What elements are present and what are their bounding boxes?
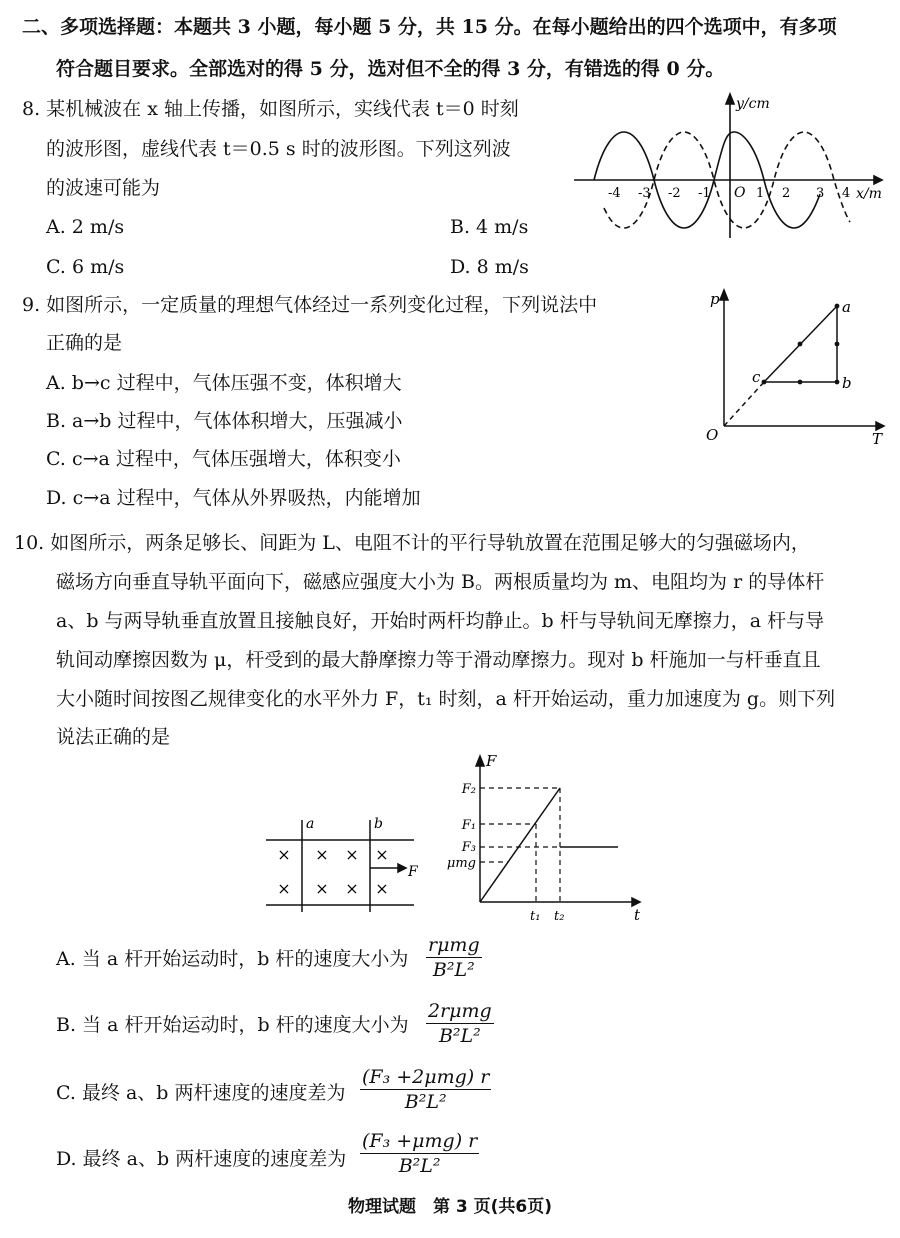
q10-option-c[interactable]: C. 最终 a、b 两杆速度的速度差为 <box>56 1082 346 1104</box>
q10-stem-line4: 轨间动摩擦因数为 μ，杆受到的最大静摩擦力等于滑动摩擦力。现对 b 杆施加一与杆垂直且 <box>56 649 821 671</box>
q10-stem-line2: 磁场方向垂直导轨平面向下，磁感应强度大小为 B。两根质量均为 m、电阻均为 r 的导体杆 <box>56 571 825 593</box>
q10-force-arrow-icon <box>398 864 406 872</box>
q9-option-d[interactable]: D. c→a 过程中，气体从外界吸热，内能增加 <box>46 487 421 509</box>
q8-tick: -3 <box>638 186 651 201</box>
q9-origin-label: O <box>706 426 719 444</box>
magnetic-field-cross-icon: × <box>345 845 359 864</box>
q10-f-rising-line <box>480 788 560 902</box>
page-footer: 物理试题 第 3 页(共6页) <box>347 1197 553 1217</box>
q10-option-a-fraction <box>426 934 482 981</box>
q10-t-axis-label: t <box>634 906 641 924</box>
q8-tick-labels <box>608 186 850 201</box>
q10-rod-b-label: b <box>374 816 383 832</box>
q9-arrow-dot <box>798 342 803 347</box>
q8-origin-label: O <box>734 185 746 201</box>
q8-tick: -1 <box>698 186 711 201</box>
q10-rod-a-label: a <box>306 816 315 832</box>
q9-a-label: a <box>842 298 851 316</box>
magnetic-field-cross-icon: × <box>277 879 291 898</box>
magnetic-field-cross-icon: × <box>345 879 359 898</box>
q9-option-b[interactable]: B. a→b 过程中，气体体积增大，压强减小 <box>46 410 403 432</box>
q8-wave-figure <box>570 88 890 240</box>
q8-x-arrow-icon <box>874 176 882 184</box>
q8-option-d[interactable]: D. 8 m/s <box>450 256 529 278</box>
q10-option-a[interactable]: A. 当 a 杆开始运动时，b 杆的速度大小为 <box>56 948 409 970</box>
q10-f1-label: F₁ <box>461 818 476 833</box>
q8-tick: 3 <box>816 186 825 201</box>
q8-y-label: y/cm <box>736 96 770 112</box>
magnetic-field-cross-icon: × <box>277 845 291 864</box>
q10-option-b-fraction <box>426 1000 494 1047</box>
q10-f-arrow-icon <box>476 756 484 766</box>
q10-t1-label: t₁ <box>530 909 541 924</box>
fraction-denominator: B²L² <box>398 1155 441 1177</box>
q8-option-a[interactable]: A. 2 m/s <box>46 216 125 238</box>
q10-stem-line3: a、b 与两导轨垂直放置且接触良好，开始时两杆均静止。b 杆与导轨间无摩擦力，a 杆与导 <box>56 610 825 632</box>
q9-c-label: c <box>752 368 761 386</box>
q9-option-c[interactable]: C. c→a 过程中，气体压强增大，体积变小 <box>46 448 401 470</box>
q10-f3-label: F₃ <box>461 840 476 855</box>
q10-t2-label: t₂ <box>554 909 565 924</box>
q9-arrow-dot <box>835 342 840 347</box>
q8-option-c[interactable]: C. 6 m/s <box>46 256 125 278</box>
magnetic-field-cross-icon: × <box>315 845 329 864</box>
magnetic-field-cross-icon: × <box>375 879 389 898</box>
q10-f2-label: F₂ <box>461 782 476 797</box>
q10-option-d-fraction <box>360 1130 479 1177</box>
fraction-numerator: (F₃ +2μmg) r <box>362 1066 490 1088</box>
q10-stem-line6: 说法正确的是 <box>56 726 171 748</box>
q8-stem-line2: 的波形图，虚线代表 t＝0.5 s 时的波形图。下列这列波 <box>46 138 511 160</box>
fraction-numerator: rμmg <box>428 934 480 956</box>
q9-p-label: p <box>710 290 720 308</box>
q8-tick: -2 <box>668 186 681 201</box>
q10-option-c-fraction <box>360 1066 491 1113</box>
q9-option-a[interactable]: A. b→c 过程中，气体压强不变，体积增大 <box>46 372 402 394</box>
q9-stem-line1: 9. 如图所示，一定质量的理想气体经过一系列变化过程，下列说法中 <box>22 294 598 316</box>
q8-y-arrow-icon <box>726 94 734 104</box>
q8-tick: 1 <box>756 186 765 201</box>
fraction-denominator: B²L² <box>438 1025 481 1047</box>
q9-point-a <box>835 304 840 309</box>
q9-dashed-extension <box>724 382 764 426</box>
q9-p-arrow-icon <box>720 290 728 300</box>
q8-stem-line3: 的波速可能为 <box>46 177 161 199</box>
fraction-denominator: B²L² <box>404 1091 447 1113</box>
q9-t-label: T <box>872 430 883 448</box>
q10-field-crosses <box>277 845 388 898</box>
magnetic-field-cross-icon: × <box>375 845 389 864</box>
fraction-denominator: B²L² <box>432 959 475 981</box>
q8-tick: -4 <box>608 186 621 201</box>
fraction-numerator: (F₃ +μmg) r <box>362 1130 478 1152</box>
q10-t-arrow-icon <box>632 898 640 906</box>
magnetic-field-cross-icon: × <box>315 879 329 898</box>
q10-force-label: F <box>408 864 418 880</box>
q10-force-time-graph <box>436 750 648 928</box>
q9-point-c <box>762 380 767 385</box>
q8-option-b[interactable]: B. 4 m/s <box>450 216 529 238</box>
q9-arrow-dot <box>798 380 803 385</box>
q9-stem-line2: 正确的是 <box>46 332 123 354</box>
q10-option-b[interactable]: B. 当 a 杆开始运动时，b 杆的速度大小为 <box>56 1014 409 1036</box>
q8-tick: 4 <box>842 186 851 201</box>
section-heading-line1: 二、多项选择题：本题共 3 小题，每小题 5 分，共 15 分。在每小题给出的四个选项中，有多项 <box>22 16 837 38</box>
q10-stem-line5: 大小随时间按图乙规律变化的水平外力 F，t₁ 时刻，a 杆开始运动，重力加速度为 g。则下列 <box>56 688 836 710</box>
q10-rails-figure <box>262 810 427 914</box>
q9-pt-figure <box>700 284 890 448</box>
q10-option-d[interactable]: D. 最终 a、b 两杆速度的速度差为 <box>56 1148 347 1170</box>
fraction-numerator: 2rμmg <box>428 1000 492 1022</box>
q10-stem-line1: 10. 如图所示，两条足够长、间距为 L、电阻不计的平行导轨放置在范围足够大的匀强磁场内， <box>14 532 810 554</box>
q8-stem-line1: 8. 某机械波在 x 轴上传播，如图所示，实线代表 t＝0 时刻 <box>22 98 519 120</box>
q9-b-label: b <box>842 374 852 392</box>
q8-x-label: x/m <box>856 186 882 202</box>
q10-f-axis-label: F <box>486 752 497 770</box>
q10-umg-label: μmg <box>446 856 476 871</box>
q9-t-arrow-icon <box>876 422 884 430</box>
section-heading-line2: 符合题目要求。全部选对的得 5 分，选对但不全的得 3 分，有错选的得 0 分。 <box>56 58 725 80</box>
q8-tick: 2 <box>782 186 791 201</box>
q9-point-b <box>835 380 840 385</box>
